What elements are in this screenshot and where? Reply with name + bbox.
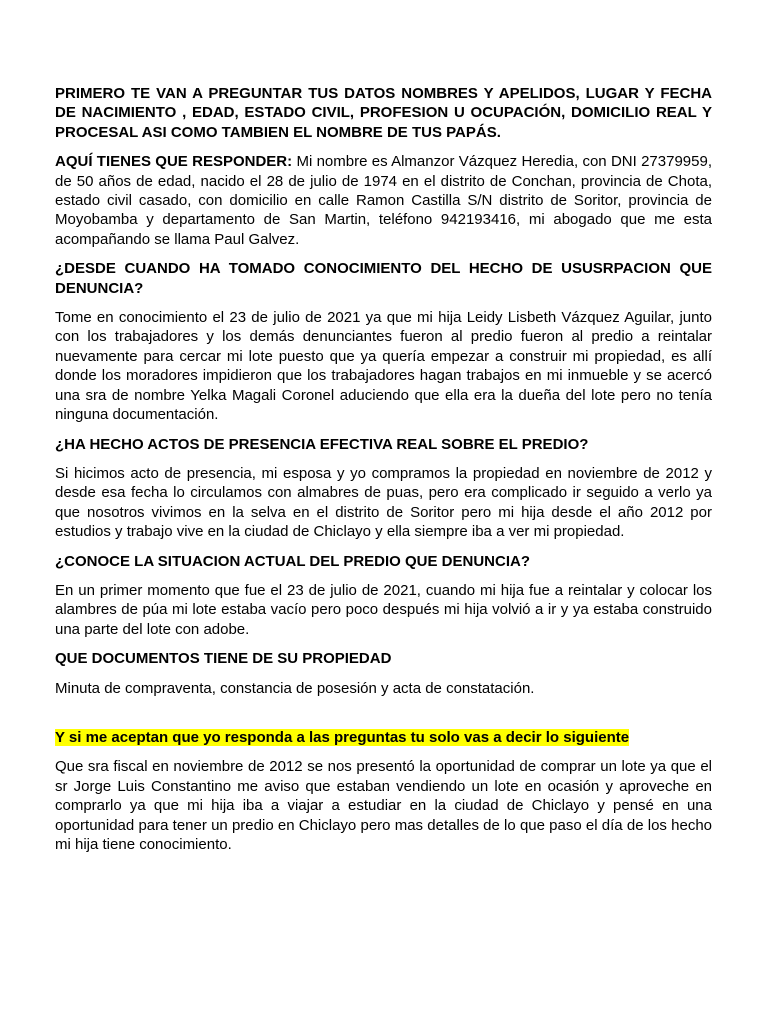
answer-paragraph xyxy=(55,152,712,249)
question-2: ¿HA HECHO ACTOS DE PRESENCIA EFECTIVA REAL SOBRE EL PREDIO? xyxy=(55,435,589,453)
final-paragraph: Que sra fiscal en noviembre de 2012 se nos presentó la oportunidad de comprar un lote ya que el sr Jorge Luis Constantino me aviso que estaban vendiendo un lote en ocasión y aproveche en comprarlo ya que mi hija iba a viajar a estudiar en la ciudad de Chiclayo y pensé en una oportunidad para tener un predio en Chiclayo pero mas detalles de lo que paso el día de los hecho mi hija tiene conocimiento. xyxy=(55,758,712,853)
question-4: QUE DOCUMENTOS TIENE DE SU PROPIEDAD xyxy=(55,650,392,668)
document-page xyxy=(55,84,712,864)
answer-1: Tome en conocimiento el 23 de julio de 2021 ya que mi hija Leidy Lisbeth Vázquez Aguilar, junto con los trabajadores y los demás denunciantes fueron al predio fueron al predio a reintalar nuevamente para cercar mi lote puesto que ya quería empezar a construir mi propiedad, es allí donde los moradores impidieron que los trabajadores hagan trabajos en mi inmueble y se acercó una sra de nombre Yelka Magali Coronel aduciendo que ella era la dueña del lote pero no tenía ninguna documentación. xyxy=(55,309,712,424)
highlight-paragraph xyxy=(55,728,712,747)
question-1: ¿DESDE CUANDO HA TOMADO CONOCIMIENTO DEL HECHO DE USUSRPACION QUE DENUNCIA? xyxy=(55,260,712,297)
intro-heading: PRIMERO TE VAN A PREGUNTAR TUS DATOS NOMBRES Y APELIDOS, LUGAR Y FECHA DE NACIMIENTO , EDAD, ESTADO CIVIL, PROFESION U OCUPACIÓN, DOMICILIO REAL Y PROCESAL ASI COMO TAMBIEN EL NOMBRE DE TUS PAPÁS. xyxy=(55,85,712,141)
answer-4: Minuta de compraventa, constancia de posesión y acta de constatación. xyxy=(55,679,535,697)
answer-lead: AQUÍ TIENES QUE RESPONDER: xyxy=(55,153,293,171)
blank-line xyxy=(55,708,712,728)
question-3: ¿CONOCE LA SITUACION ACTUAL DEL PREDIO QUE DENUNCIA? xyxy=(55,552,531,570)
answer-text: Mi nombre es Almanzor Vázquez Heredia, con DNI 27379959, de 50 años de edad, nacido el 28 de julio de 1974 en el distrito de Conchan, provincia de Chota, estado civil casado, con domicilio en calle Ramon Castilla S/N distrito de Soritor, provincia de Moyobamba y departamento de San Martin, teléfono 942193416, mi abogado que me esta acompañando se llama Paul Galvez. xyxy=(55,153,712,248)
highlighted-instruction: Y si me aceptan que yo responda a las preguntas tu solo vas a decir lo siguiente xyxy=(55,728,630,746)
answer-2: Si hicimos acto de presencia, mi esposa y yo compramos la propiedad en noviembre de 2012 y desde esa fecha lo circulamos con almabres de puas, pero era complicado ir seguido a verlo ya que nosotros vivimos en la selva en el distrito de Soritor pero mi hija desde el año 2012 por estudios y trabajo vive en la ciudad de Chiclayo y ella siempre iba a ver mi propiedad. xyxy=(55,464,712,541)
answer-3: En un primer momento que fue el 23 de julio de 2021, cuando mi hija fue a reintalar y colocar los alambres de púa mi lote estaba vacío pero poco después mi hija volvió a ir y ya estaba construido una parte del lote con adobe. xyxy=(55,581,712,638)
